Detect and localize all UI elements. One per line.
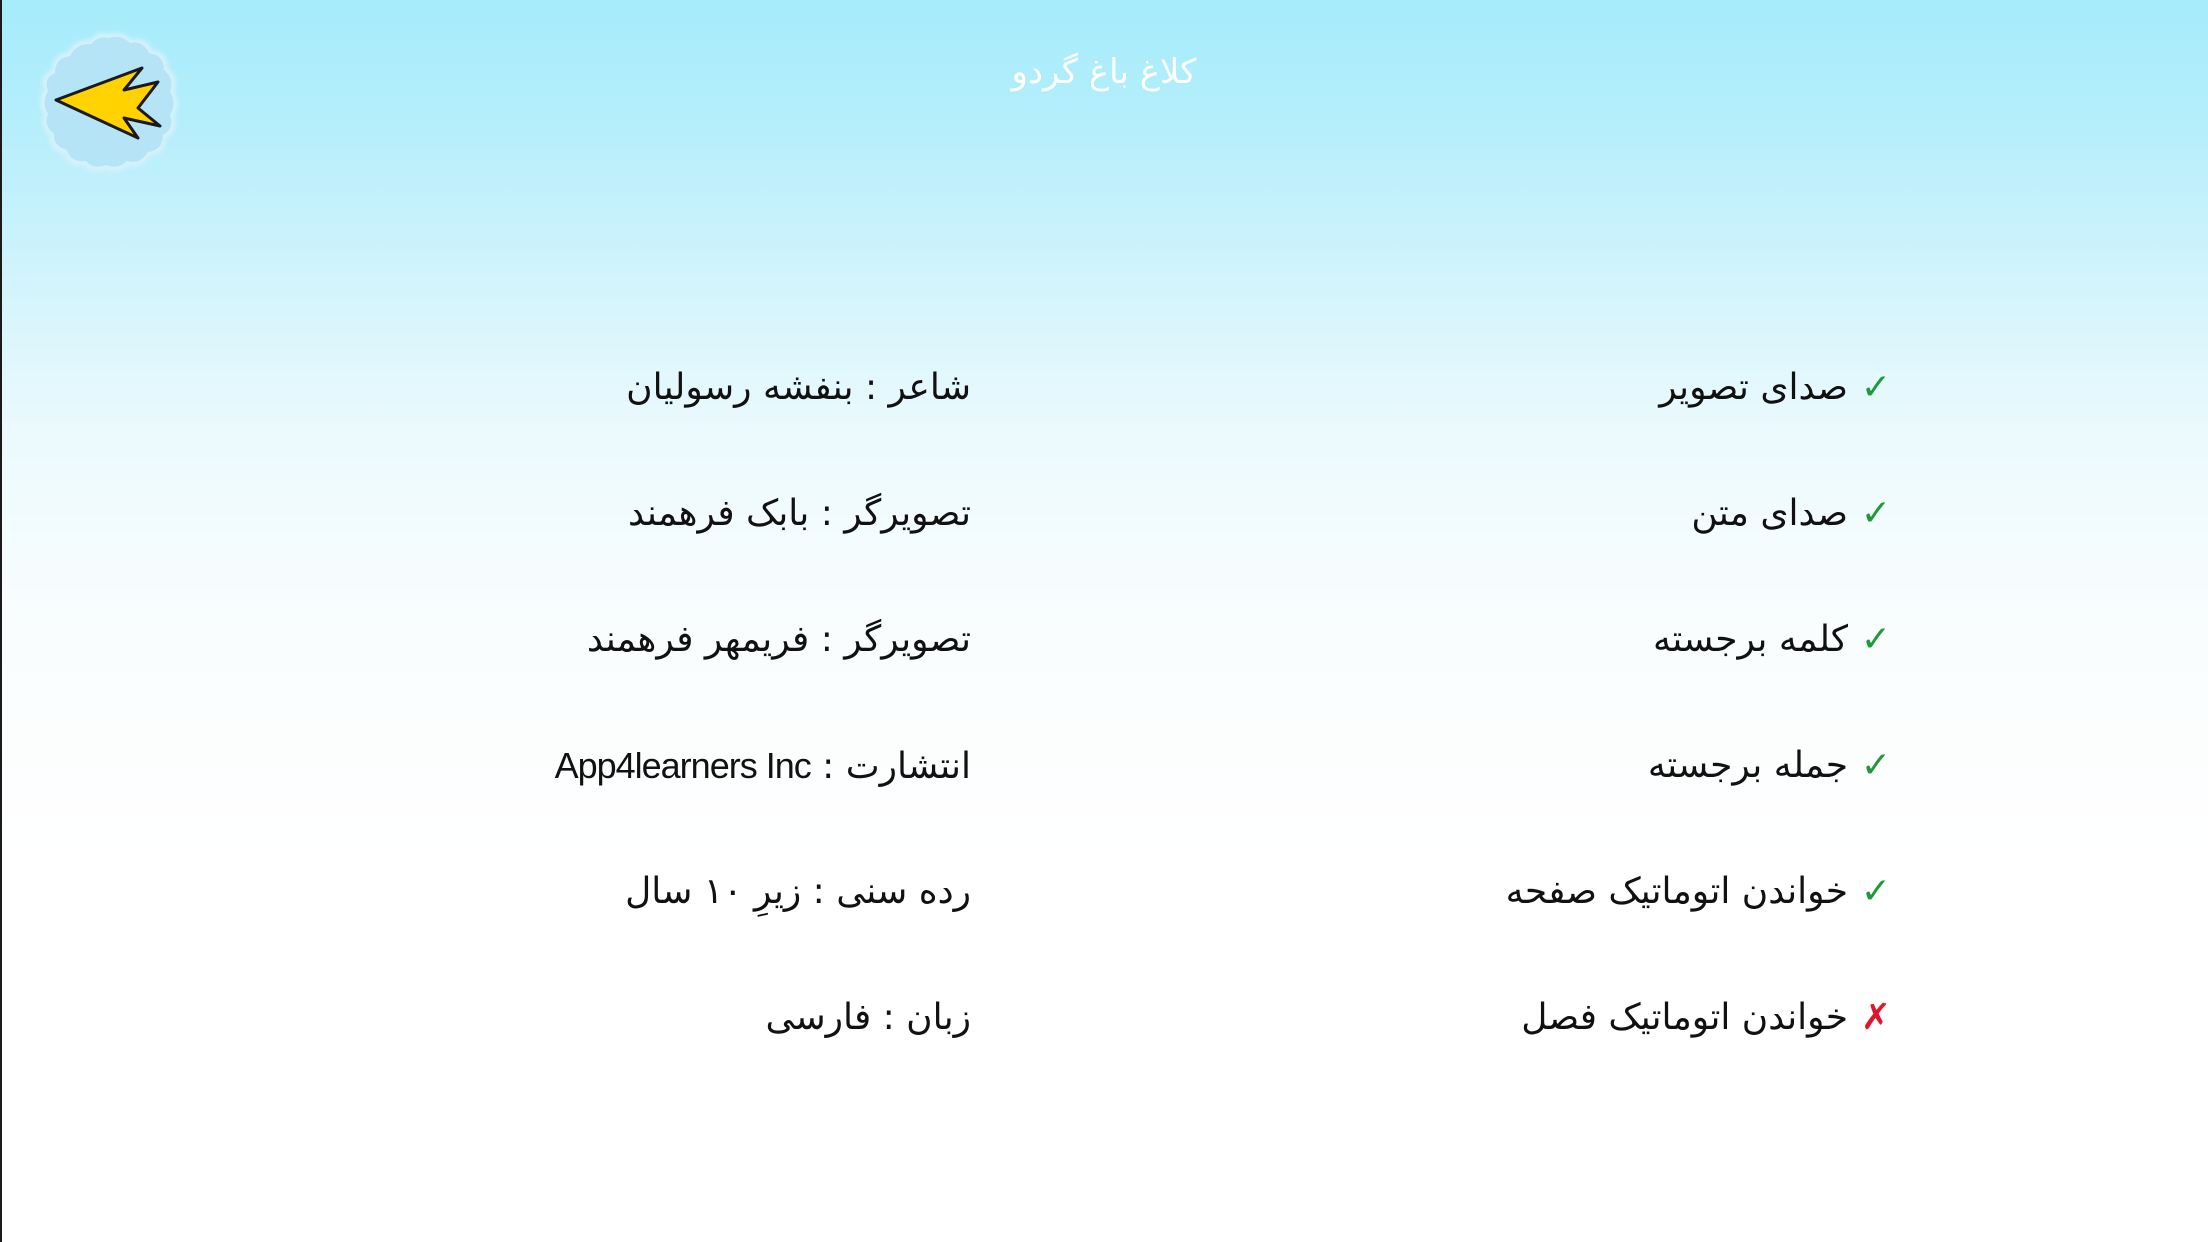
credit-poet: شاعر : بنفشه رسولیان [626, 367, 971, 408]
back-arrow-icon [34, 28, 184, 178]
feature-item [1198, 864, 1898, 990]
feature-item [1198, 612, 1898, 738]
feature-label: جمله برجسته [1647, 745, 1848, 786]
credit-language: زبان : فارسی [765, 997, 971, 1038]
feature-label: صدای تصویر [1659, 367, 1848, 408]
feature-item [1198, 738, 1898, 864]
check-icon: ✓ [1860, 619, 1892, 660]
feature-list [1198, 360, 1898, 1116]
feature-label: صدای متن [1691, 493, 1848, 534]
back-button[interactable] [34, 28, 184, 178]
check-icon: ✓ [1860, 493, 1892, 534]
credit-illustrator: تصویرگر : فریمهر فرهمند [586, 619, 971, 660]
credit-illustrator: تصویرگر : بابک فرهمند [627, 493, 971, 534]
window-frame-edge [0, 0, 2, 1242]
feature-label: خواندن اتوماتیک صفحه [1505, 871, 1848, 912]
credit-publisher [271, 738, 971, 864]
credit-age-group: رده سنی : زیرِ ۱۰ سال [625, 871, 971, 912]
credits-list [271, 360, 971, 1116]
check-icon: ✓ [1860, 367, 1892, 408]
feature-item [1198, 486, 1898, 612]
check-icon: ✓ [1860, 871, 1892, 912]
publisher-label: انتشارت : [810, 746, 971, 787]
cross-icon: ✗ [1860, 997, 1892, 1038]
page-title: کلاغ باغ گردو [1011, 52, 1197, 92]
check-icon: ✓ [1860, 745, 1892, 786]
feature-item [1198, 360, 1898, 486]
feature-label: خواندن اتوماتیک فصل [1521, 997, 1848, 1038]
publisher-name: App4learners Inc [554, 745, 811, 786]
feature-item [1198, 990, 1898, 1116]
feature-label: کلمه برجسته [1652, 619, 1848, 660]
